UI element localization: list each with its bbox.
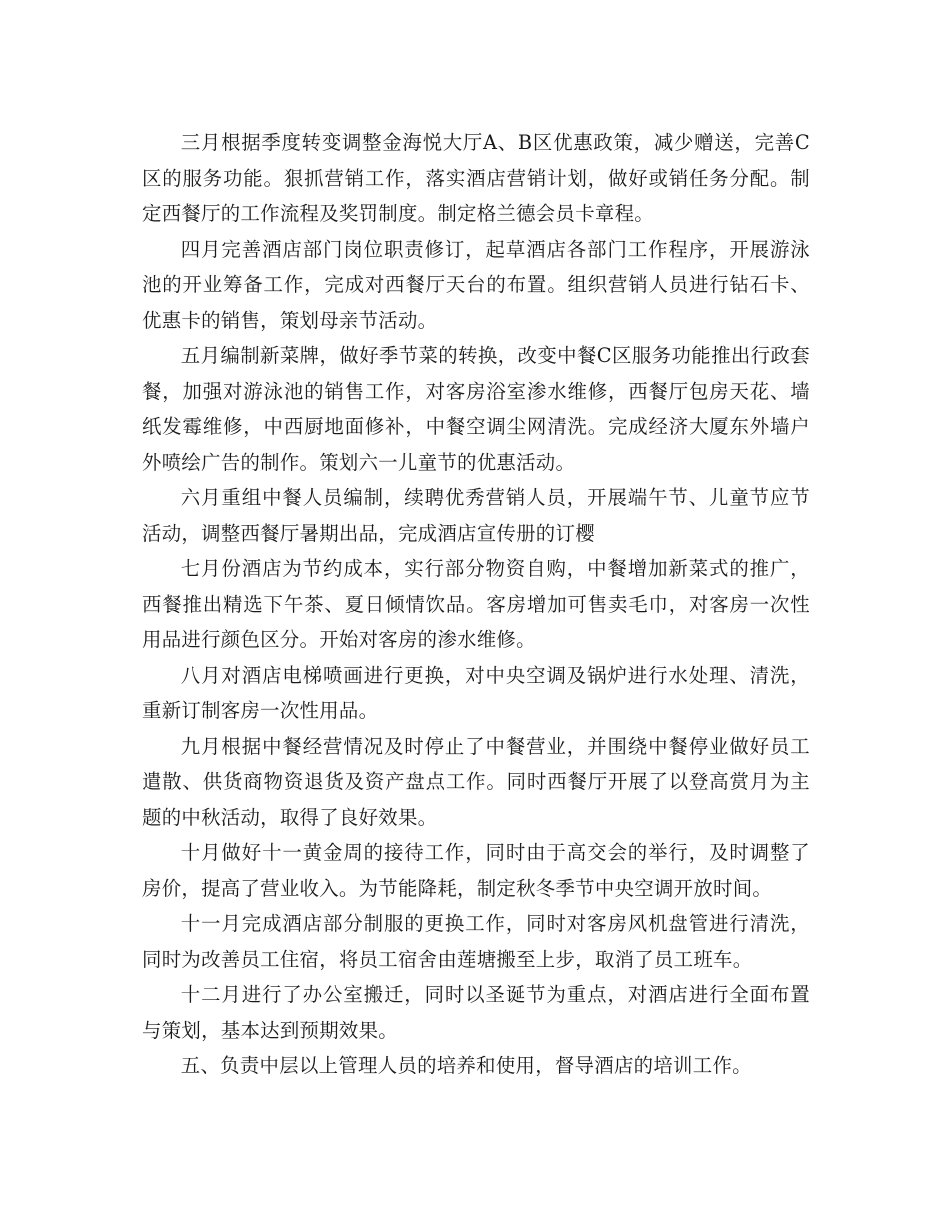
paragraph-section-five: 五、负责中层以上管理人员的培养和使用，督导酒店的培训工作。 bbox=[180, 1054, 752, 1077]
paragraph-november: 十一月完成酒店部分制服的更换工作，同时对客房风机盘管进行清洗，同时为改善员工住宿，将员工宿舍由莲塘搬至上步，取消了员工班车。 bbox=[142, 912, 810, 971]
paragraph-december: 十二月进行了办公室搬迁，同时以圣诞节为重点，对酒店进行全面布置与策划，基本达到预期效果。 bbox=[142, 983, 810, 1042]
paragraph-may: 五月编制新菜牌，做好季节菜的转换，改变中餐C区服务功能推出行政套餐，加强对游泳池的销售工作，对客房浴室渗水维修，西餐厅包房天花、墙纸发霉维修，中西厨地面修补，中餐空调尘网清洗。完成经济大厦东外墙户外喷绘广告的制作。策划六一儿童节的优惠活动。 bbox=[142, 344, 810, 474]
paragraph-october: 十月做好十一黄金周的接待工作，同时由于高交会的举行，及时调整了房价，提高了营业收入。为节能降耗，制定秋冬季节中央空调开放时间。 bbox=[142, 841, 810, 900]
document-body bbox=[142, 125, 810, 1084]
paragraph-march: 三月根据季度转变调整金海悦大厅A、B区优惠政策，减少赠送，完善C区的服务功能。狠抓营销工作，落实酒店营销计划，做好或销任务分配。制定西餐厅的工作流程及奖罚制度。制定格兰德会员卡章程。 bbox=[142, 131, 810, 225]
paragraph-april: 四月完善酒店部门岗位职责修订，起草酒店各部门工作程序，开展游泳池的开业筹备工作，完成对西餐厅天台的布置。组织营销人员进行钻石卡、优惠卡的销售，策划母亲节活动。 bbox=[142, 237, 810, 332]
paragraph-august: 八月对酒店电梯喷画进行更换，对中央空调及锅炉进行水处理、清洗，重新订制客房一次性用品。 bbox=[142, 663, 810, 722]
paragraph-september: 九月根据中餐经营情况及时停止了中餐营业，并围绕中餐停业做好员工遣散、供货商物资退货及资产盘点工作。同时西餐厅开展了以登高赏月为主题的中秋活动，取得了良好效果。 bbox=[142, 734, 810, 829]
paragraph-june: 六月重组中餐人员编制，续聘优秀营销人员，开展端午节、儿童节应节活动，调整西餐厅暑期出品，完成酒店宣传册的订樱 bbox=[142, 486, 810, 545]
paragraph-july: 七月份酒店为节约成本，实行部分物资自购，中餐增加新菜式的推广，西餐推出精选下午茶、夏日倾情饮品。客房增加可售卖毛巾，对客房一次性用品进行颜色区分。开始对客房的渗水维修。 bbox=[142, 557, 810, 651]
